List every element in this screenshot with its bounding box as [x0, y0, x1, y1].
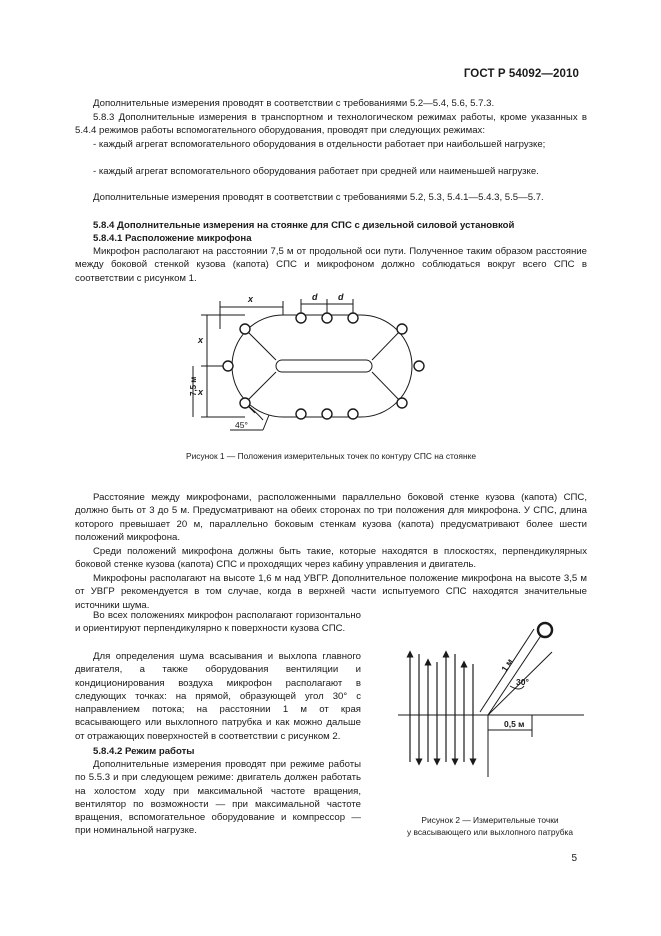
mic-point [322, 313, 332, 323]
paragraph-orientation: Во всех положениях микрофон располагают горизонтально и ориентируют перпендикулярно к поверхности кузова СПС. [75, 610, 361, 635]
label-7-5m: 7,5 м [189, 376, 198, 396]
paragraph-requirements-2: Дополнительные измерения проводят в соответствии с требованиями 5.2, 5.3, 5.4.1—5.4.3, 5.5—5.7. [93, 192, 544, 203]
mic-point [414, 361, 424, 371]
list-item-max-load: - каждый агрегат вспомогательного оборудования в отдельности работает при наибольшей нагрузке; [93, 139, 546, 150]
mic-point [397, 398, 407, 408]
section-heading-5-8-4: 5.8.4 Дополнительные измерения на стоянке для СПС с дизельной силовой установкой [93, 220, 515, 231]
mic-point [397, 324, 407, 334]
mic-point [296, 313, 306, 323]
figure-1-caption: Рисунок 1 — Положения измерительных точек по контуру СПС на стоянке [186, 451, 476, 461]
paragraph-microphone-distance: Микрофон располагают на расстоянии 7,5 м от продольной оси пути. Полученное таким образом расстояние между боковой стенкой кузова (капота) СПС и микрофоном должно соблюдаться вокруг всего СПС в соответствии с рисунком 1. [75, 246, 587, 284]
measurement-contour [232, 315, 412, 417]
mic-point [348, 409, 358, 419]
figure-2-caption-line1: Рисунок 2 — Измерительные точки [421, 815, 559, 825]
mic-point [322, 409, 332, 419]
figure-2-caption [392, 814, 588, 838]
mic-point [223, 361, 233, 371]
paragraph-height: Микрофоны располагают на высоте 1,6 м над УВГР. Дополнительное положение микрофона на высоте 3,5 м от УВГР рекомендуется в том случае, когда в верхней части испытуемого СПС находятся значительные источники шума. [75, 573, 587, 611]
paragraph-microphone-spacing: Расстояние между микрофонами, расположенными параллельно боковой стенке кузова (капота) СПС, должно быть от 3 до 5 м. Предусматривают на обеих сторонах по три положения для микрофона. У СПС, длина которого превышает 20 м, параллельно боковым стенкам кузова (капота) предусматривают более шести положений микрофона. [75, 492, 587, 543]
section-heading-5-8-4-2: 5.8.4.2 Режим работы [93, 746, 195, 757]
standard-header: ГОСТ Р 54092—2010 [463, 68, 579, 80]
microphone-point [538, 623, 552, 637]
figure-2-caption-line2: у всасывающего или выхлопного патрубка [406, 827, 574, 837]
label-0-5m: 0,5 м [504, 719, 525, 729]
paragraph-planes: Среди положений микрофона должны быть такие, которые находятся в плоскостях, перпендикулярных боковой стенке кузова (капота) СПС и проходящих через кабину управления и двигатель. [75, 546, 587, 571]
vehicle-body [276, 360, 372, 372]
figure-1-diagram [185, 285, 475, 445]
label-x-left-lower: x [198, 387, 204, 397]
label-1m: 1 м [499, 656, 515, 674]
label-30-degrees: 30° [516, 677, 529, 687]
paragraph-operating-mode: Дополнительные измерения проводят при режиме работы по 5.5.3 и при следующем режиме: двигатель должен работать на холостом ходу при максимальной частоте вращения, вентилятор по возможности — при максимальной частоте вращения, вспомогательное оборудование и компрессор — при номинальной нагрузке. [75, 759, 361, 837]
label-x-top: x [248, 294, 254, 304]
mic-point [296, 409, 306, 419]
label-x-left-upper: x [198, 335, 204, 345]
label-45-degrees: 45° [235, 420, 248, 430]
mic-point [240, 398, 250, 408]
figure-2-diagram [392, 612, 592, 777]
section-heading-5-8-4-1: 5.8.4.1 Расположение микрофона [93, 233, 252, 244]
paragraph-requirements: Дополнительные измерения проводят в соответствии с требованиями 5.2—5.4, 5.6, 5.7.3. [93, 98, 495, 109]
mic-point [348, 313, 358, 323]
page-number: 5 [571, 853, 577, 864]
mic-point [240, 324, 250, 334]
label-d-2: d [338, 292, 344, 302]
paragraph-intake-exhaust: Для определения шума всасывания и выхлопа главного двигателя, а также оборудования вентиляции и кондиционирования воздуха микрофон располагают в следующих точках: на прямой, образующей угол 30° с направлением потока; на расстоянии 1 м от края всасывающего или выхлопного патрубка и как можно дальше от отражающих поверхностей в соответствии с рисунком 2. [75, 651, 361, 742]
label-d-1: d [312, 292, 318, 302]
paragraph-5-8-3: 5.8.3 Дополнительные измерения в транспортном и технологическом режимах работы, кроме указанных в 5.4.4 режимов работы вспомогательного оборудования, проводят при следующих режимах: [75, 112, 587, 137]
list-item-mid-load: - каждый агрегат вспомогательного оборудования работает при средней или наименьшей нагрузке. [93, 166, 539, 177]
distance-1m-line [488, 634, 542, 715]
